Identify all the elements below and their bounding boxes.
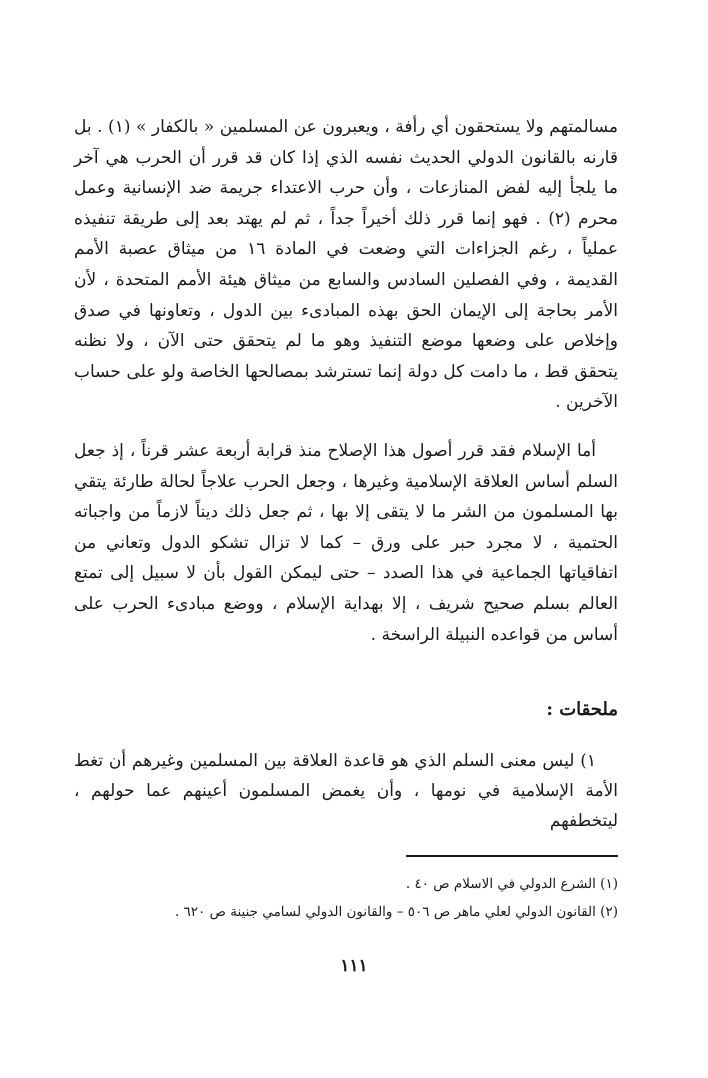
footnote: (١) الشرع الدولي في الاسلام ص ٤٠ . [405, 876, 618, 892]
appendix-heading: ملحقات : [546, 699, 618, 721]
footnotes [90, 870, 618, 926]
body-paragraph: أما الإسلام فقد قرر أصول هذا الإصلاح منذ قرابة أربعة عشر قرناً ، إذ جعل السلم أساس العلاقة الإسلامية وغيرها ، وجعل الحرب علاجاً لحالة طارئة يتقي بها المسلمون من الشر ما لا يتقى إلا بها ، ثم جعل ذلك ديناً لازماً من واجباته الحتمية ، لا مجرد حبر على ورق – كما لا تزال تشكو الدول وتعاني من اتفاقياتها الجماعية في هذا الصدد – حتى ليمكن القول بأن لا سبيل إلى تمتع العالم بسلم صحيح شريف ، إلا بهداية الإسلام ، ووضع مبادىء الحرب على أساس من قواعده النبيلة الراسخة . [74, 440, 618, 645]
footnote: (٢) القانون الدولي لعلي ماهر ص ٥٠٦ – والقانون الدولي لسامي جنينة ص ٦٢٠ . [174, 904, 618, 920]
appendix-item: ١) ليس معنى السلم الذي هو قاعدة العلاقة بين المسلمين وغيرهم أن تغط الأمة الإسلامية في نومها ، وأن يغمض المسلمون أعينهم عما حولهم ، ليتخطفهم [74, 751, 618, 832]
page-body [74, 112, 618, 836]
page-number: ١١١ [340, 956, 368, 976]
footnote-divider [406, 855, 618, 857]
body-paragraph: مسالمتهم ولا يستحقون أي رأفة ، ويعبرون عن المسلمين « بالكفار » (١) . بل قارنه بالقانون الدولي الحديث نفسه الذي إذا كان قد قرر أن الحرب هي آخر ما يلجأ إليه لفض المنازعات ، وأن حرب الاعتداء جريمة ضد الإنسانية وعمل محرم (٢) . فهو إنما قرر ذلك أخيراً جداً ، ثم لم يهتد بعد إلى طريقة تنفيذه عملياً ، رغم الجزاءات التي وضعت في المادة ١٦ من ميثاق عصبة الأمم القديمة ، وفي الفصلين السادس والسابع من ميثاق هيئة الأمم المتحدة ، لأن الأمر بحاجة إلى الإيمان الحق بهذه المبادىء بين الدول ، وتعاونها في صدق وإخلاص على وضعها موضع التنفيذ وهو ما لم يتحقق حتى الآن ، ولا نظنه يتحقق قط ، ما دامت كل دولة إنما تسترشد بمصالحها الخاصة ولو على حساب الآخرين . [74, 117, 618, 413]
